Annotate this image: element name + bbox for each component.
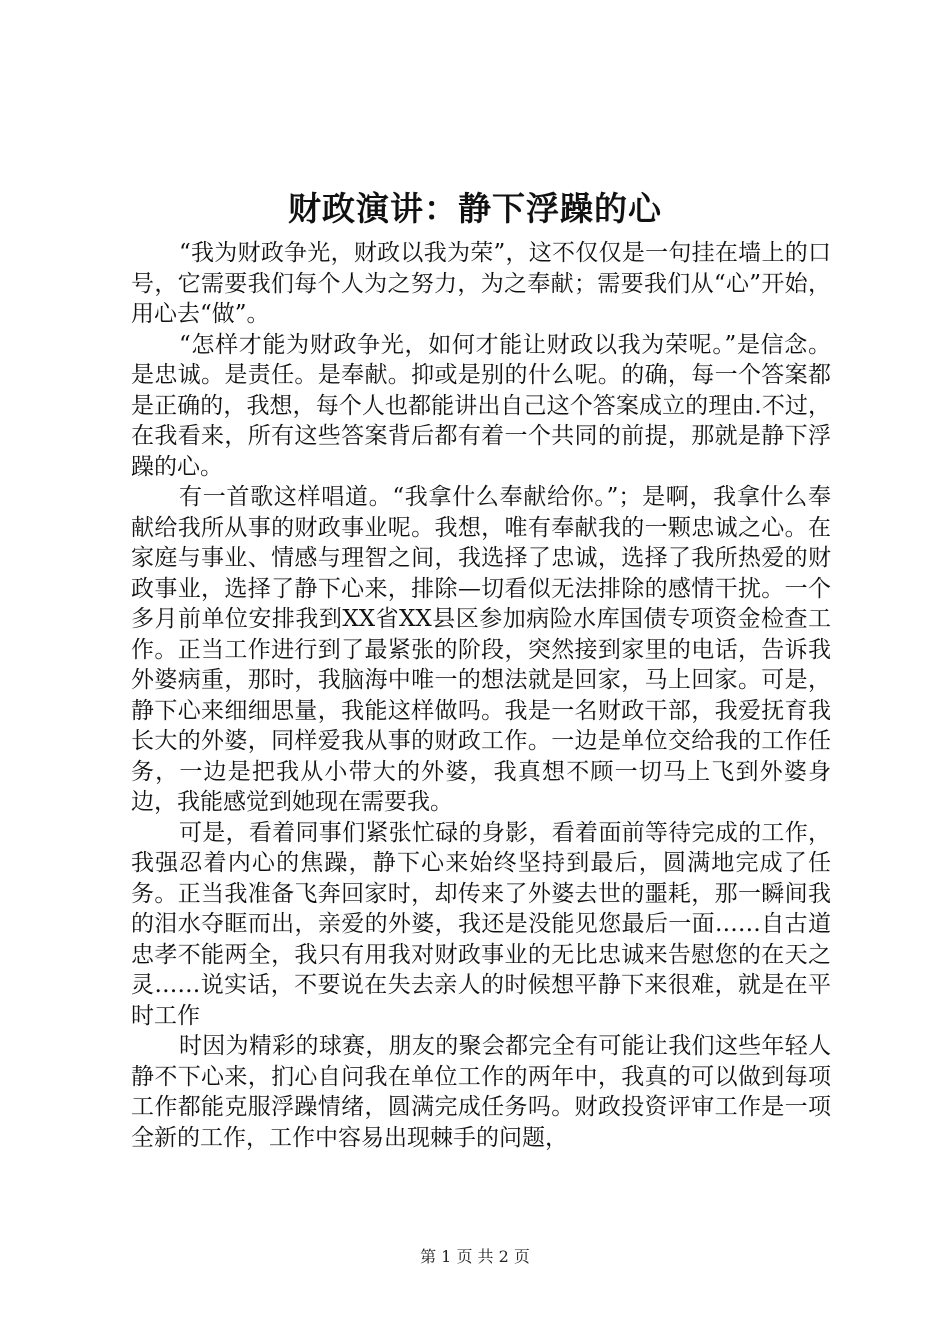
page-number-footer: 第 1 页 共 2 页 bbox=[420, 1247, 530, 1266]
paragraph-3: 有一首歌这样唱道。“我拿什么奉献给你。”；是啊，我拿什么奉献给我所从事的财政事业呢。我想，唯有奉献我的一颗忠诚之心。在家庭与事业、情感与理智之间，我选择了忠诚，选择了我所热爱的财政事业，选择了静下心来，排除—切看似无法排除的感情干扰。一个多月前单位安排我到XX省XX县区参加病险水库国债专项资金检查工作。正当工作进行到了最紧张的阶段，突然接到家里的电话，告诉我外婆病重，那时，我脑海中唯一的想法就是回家，马上回家。可是，静下心来细细思量，我能这样做吗。我是一名财政干部，我爱抚育我长大的外婆，同样爱我从事的财政工作。一边是单位交给我的工作任务，一边是把我从小带大的外婆，我真想不顾一切马上飞到外婆身边，我能感觉到她现在需要我。 bbox=[131, 484, 831, 815]
paragraph-4: 可是，看着同事们紧张忙碌的身影，看着面前等待完成的工作，我强忍着内心的焦躁，静下心来始终坚持到最后，圆满地完成了任务。正当我准备飞奔回家时，却传来了外婆去世的噩耗，那一瞬间我的泪水夺眶而出，亲爱的外婆，我还是没能见您最后一面……自古道忠孝不能两全，我只有用我对财政事业的无比忠诚来告慰您的在天之灵……说实话，不要说在失去亲人的时候想平静下来很难，就是在平时工作 bbox=[131, 819, 831, 1029]
document-title: 财政演讲：静下浮躁的心 bbox=[288, 189, 662, 228]
paragraph-1: “我为财政争光，财政以我为荣”，这不仅仅是一句挂在墙上的口号，它需要我们每个人为之努力，为之奉献；需要我们从“心”开始，用心去“做”。 bbox=[131, 240, 831, 327]
document-body bbox=[131, 238, 831, 1153]
paragraph-2: “怎样才能为财政争光，如何才能让财政以我为荣呢。”是信念。是忠诚。是责任。是奉献。抑或是别的什么呢。的确，每一个答案都是正确的，我想，每个人也都能讲出自己这个答案成立的理由.不过，在我看来，所有这些答案背后都有着一个共同的前提，那就是静下浮躁的心。 bbox=[131, 331, 831, 480]
paragraph-5: 时因为精彩的球赛，朋友的聚会都完全有可能让我们这些年轻人静不下心来，扪心自问我在单位工作的两年中，我真的可以做到每项工作都能克服浮躁情绪，圆满完成任务吗。财政投资评审工作是一项全新的工作，工作中容易出现棘手的问题， bbox=[131, 1033, 831, 1151]
